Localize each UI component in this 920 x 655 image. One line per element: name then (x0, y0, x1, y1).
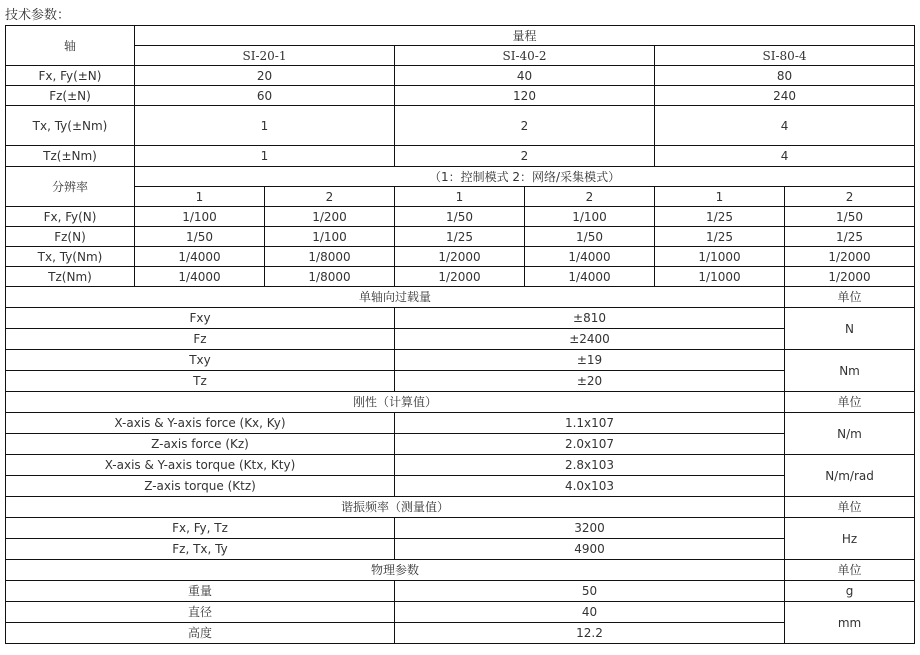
mode-header: 1 (655, 187, 785, 207)
resolution-value: 1/2000 (785, 247, 915, 267)
resolution-value: 1/4000 (135, 247, 265, 267)
overload-value: ±810 (395, 308, 785, 329)
physical-row-label: 重量 (6, 581, 395, 602)
model-header: SI-40-2 (395, 46, 655, 66)
resolution-value: 1/2000 (395, 267, 525, 287)
resolution-value: 1/25 (655, 227, 785, 247)
range-value: 40 (395, 66, 655, 86)
resolution-value: 1/8000 (265, 247, 395, 267)
unit-header: 单位 (785, 497, 915, 518)
resolution-value: 1/4000 (135, 267, 265, 287)
stiffness-row-label: Z-axis force (Kz) (6, 434, 395, 455)
range-header: 量程 (135, 26, 915, 46)
physical-value: 40 (395, 602, 785, 623)
stiffness-value: 4.0x103 (395, 476, 785, 497)
resolution-value: 1/4000 (525, 247, 655, 267)
overload-value: ±19 (395, 350, 785, 371)
stiffness-row-label: X-axis & Y-axis force (Kx, Ky) (6, 413, 395, 434)
stiffness-header: 刚性（计算值） (6, 392, 785, 413)
resolution-value: 1/25 (655, 207, 785, 227)
overload-row-label: Fxy (6, 308, 395, 329)
physical-unit: g (785, 581, 915, 602)
resonance-value: 4900 (395, 539, 785, 560)
resolution-value: 1/4000 (525, 267, 655, 287)
range-value: 2 (395, 106, 655, 146)
resolution-value: 1/50 (135, 227, 265, 247)
resolution-value: 1/2000 (785, 267, 915, 287)
physical-value: 12.2 (395, 623, 785, 644)
overload-header: 单轴向过载量 (6, 287, 785, 308)
range-value: 4 (655, 146, 915, 167)
mode-header: 2 (265, 187, 395, 207)
resolution-value: 1/100 (525, 207, 655, 227)
overload-unit: N (785, 308, 915, 350)
mode-header: 1 (395, 187, 525, 207)
overload-value: ±2400 (395, 329, 785, 350)
resolution-value: 1/200 (265, 207, 395, 227)
range-value: 4 (655, 106, 915, 146)
physical-header: 物理参数 (6, 560, 785, 581)
page-caption: 技术参数： (5, 8, 71, 23)
unit-header: 单位 (785, 287, 915, 308)
stiffness-unit: N/m/rad (785, 455, 915, 497)
range-value: 120 (395, 86, 655, 106)
resolution-value: 1/25 (395, 227, 525, 247)
stiffness-value: 2.8x103 (395, 455, 785, 476)
mode-header: 2 (525, 187, 655, 207)
mode-header: 1 (135, 187, 265, 207)
spec-table (5, 25, 915, 644)
resolution-value: 1/100 (135, 207, 265, 227)
range-value: 60 (135, 86, 395, 106)
range-value: 80 (655, 66, 915, 86)
stiffness-row-label: Z-axis torque (Ktz) (6, 476, 395, 497)
stiffness-row-label: X-axis & Y-axis torque (Ktx, Kty) (6, 455, 395, 476)
resonance-value: 3200 (395, 518, 785, 539)
resolution-value: 1/50 (785, 207, 915, 227)
resolution-row-label: Tz(Nm) (6, 267, 135, 287)
range-row-label: Tx, Ty(±Nm) (6, 106, 135, 146)
stiffness-value: 2.0x107 (395, 434, 785, 455)
overload-row-label: Fz (6, 329, 395, 350)
mode-header: 2 (785, 187, 915, 207)
model-header: SI-80-4 (655, 46, 915, 66)
resolution-value: 1/100 (265, 227, 395, 247)
resolution-value: 1/50 (395, 207, 525, 227)
unit-header: 单位 (785, 560, 915, 581)
resolution-row-label: Fz(N) (6, 227, 135, 247)
stiffness-unit: N/m (785, 413, 915, 455)
physical-row-label: 高度 (6, 623, 395, 644)
unit-header: 单位 (785, 392, 915, 413)
resolution-value: 1/2000 (395, 247, 525, 267)
resolution-value: 1/50 (525, 227, 655, 247)
resolution-value: 1/1000 (655, 267, 785, 287)
resolution-value: 1/8000 (265, 267, 395, 287)
overload-unit: Nm (785, 350, 915, 392)
resonance-row-label: Fz, Tx, Ty (6, 539, 395, 560)
overload-row-label: Tz (6, 371, 395, 392)
resonance-unit: Hz (785, 518, 915, 560)
range-value: 1 (135, 106, 395, 146)
resonance-header: 谐振频率（测量值） (6, 497, 785, 518)
physical-value: 50 (395, 581, 785, 602)
range-row-label: Tz(±Nm) (6, 146, 135, 167)
resolution-value: 1/25 (785, 227, 915, 247)
axis-header: 轴 (6, 26, 135, 66)
range-value: 20 (135, 66, 395, 86)
physical-unit: mm (785, 602, 915, 644)
overload-value: ±20 (395, 371, 785, 392)
resolution-row-label: Tx, Ty(Nm) (6, 247, 135, 267)
range-value: 1 (135, 146, 395, 167)
range-value: 2 (395, 146, 655, 167)
resolution-value: 1/1000 (655, 247, 785, 267)
resonance-row-label: Fx, Fy, Tz (6, 518, 395, 539)
overload-row-label: Txy (6, 350, 395, 371)
stiffness-value: 1.1x107 (395, 413, 785, 434)
range-value: 240 (655, 86, 915, 106)
model-header: SI-20-1 (135, 46, 395, 66)
range-row-label: Fx, Fy(±N) (6, 66, 135, 86)
resolution-header: 分辨率 (6, 167, 135, 207)
resolution-row-label: Fx, Fy(N) (6, 207, 135, 227)
range-row-label: Fz(±N) (6, 86, 135, 106)
resolution-mode-note: （1：控制模式 2：网络/采集模式） (135, 167, 915, 187)
physical-row-label: 直径 (6, 602, 395, 623)
